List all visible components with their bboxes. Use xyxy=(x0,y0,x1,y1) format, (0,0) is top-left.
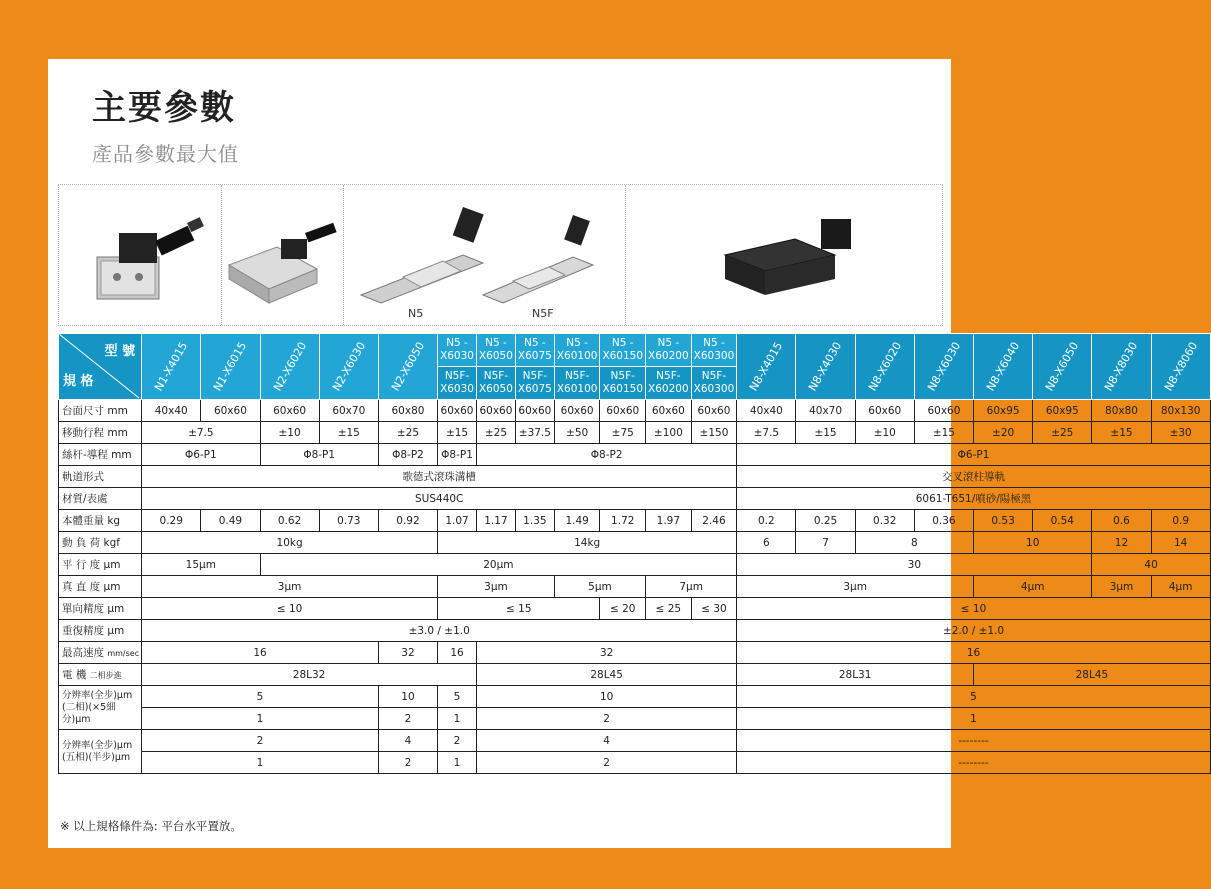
table-cell: 0.53 xyxy=(974,510,1033,532)
caption-n5f: N5F xyxy=(532,307,554,320)
table-cell: 60x60 xyxy=(855,400,914,422)
table-cell: 16 xyxy=(438,642,477,664)
table-cell: ±50 xyxy=(554,422,600,444)
table-cell: 1 xyxy=(438,708,477,730)
table-cell: 3μm xyxy=(1092,576,1151,598)
table-cell: 16 xyxy=(142,642,379,664)
table-cell: 0.54 xyxy=(1033,510,1092,532)
model-n5f-x60150: N5F- X60150 xyxy=(600,367,646,400)
label-platform: 台面尺寸 mm xyxy=(59,400,142,422)
table-cell: 0.32 xyxy=(855,510,914,532)
spec-table xyxy=(58,333,1211,774)
model-n5-x60300: N5 - X60300 xyxy=(691,334,737,367)
table-cell: 32 xyxy=(378,642,437,664)
table-cell: Φ8-P1 xyxy=(438,444,477,466)
table-cell: 1.17 xyxy=(476,510,515,532)
table-cell: 0.62 xyxy=(260,510,319,532)
table-cell: 0.92 xyxy=(378,510,437,532)
table-cell: Φ6-P1 xyxy=(142,444,260,466)
corner-spec-label: 規 格 xyxy=(63,374,94,389)
table-cell: 2 xyxy=(438,730,477,752)
table-cell: ±25 xyxy=(476,422,515,444)
row-screw xyxy=(59,444,1211,466)
table-cell: 28L32 xyxy=(142,664,477,686)
table-cell: 60x60 xyxy=(201,400,260,422)
label-straightness: 真 直 度 μm xyxy=(59,576,142,598)
table-cell: 60x60 xyxy=(646,400,692,422)
table-cell: 7μm xyxy=(646,576,737,598)
table-cell: ±15 xyxy=(1092,422,1151,444)
model-n8-x6040: N8-X6040 xyxy=(974,334,1033,400)
table-cell: 5μm xyxy=(554,576,645,598)
label-flatness: 平 行 度 μm xyxy=(59,554,142,576)
table-cell: 2.46 xyxy=(691,510,737,532)
table-cell: ±37.5 xyxy=(515,422,554,444)
table-cell: 10 xyxy=(378,686,437,708)
row-straightness xyxy=(59,576,1211,598)
table-cell: 60x60 xyxy=(914,400,973,422)
table-cell: ±15 xyxy=(438,422,477,444)
table-cell: ±10 xyxy=(855,422,914,444)
table-cell: 2 xyxy=(378,708,437,730)
table-cell: 60x60 xyxy=(515,400,554,422)
table-cell: 1.72 xyxy=(600,510,646,532)
table-cell: ±150 xyxy=(691,422,737,444)
table-cell: 14 xyxy=(1151,532,1210,554)
model-n5-x6075: N5 - X6075 xyxy=(515,334,554,367)
table-cell: 4 xyxy=(378,730,437,752)
label-load: 動 負 荷 kgf xyxy=(59,532,142,554)
row-speed xyxy=(59,642,1211,664)
model-n8-x6020: N8-X6020 xyxy=(855,334,914,400)
label-weight: 本體重量 kg xyxy=(59,510,142,532)
table-cell: 28L31 xyxy=(737,664,974,686)
model-n2-x6030: N2-X6030 xyxy=(319,334,378,400)
table-cell: 0.49 xyxy=(201,510,260,532)
table-cell: 1.97 xyxy=(646,510,692,532)
row-res2-micro xyxy=(59,708,1211,730)
label-repeatability: 重復精度 μm xyxy=(59,620,142,642)
table-cell: ≤ 10 xyxy=(737,598,1211,620)
table-cell: ±100 xyxy=(646,422,692,444)
model-n5f-x6030: N5F- X6030 xyxy=(438,367,477,400)
image-n5 xyxy=(343,185,626,325)
model-n8-x6050: N8-X6050 xyxy=(1033,334,1092,400)
table-cell: 交叉滾柱導軌 xyxy=(737,466,1211,488)
table-cell: 5 xyxy=(737,686,1211,708)
table-cell: 2 xyxy=(476,708,736,730)
table-cell: 40x40 xyxy=(737,400,796,422)
row-guide xyxy=(59,466,1211,488)
table-cell: 40 xyxy=(1092,554,1210,576)
table-cell: ±3.0 / ±1.0 xyxy=(142,620,737,642)
table-cell: 0.9 xyxy=(1151,510,1210,532)
model-n5f-x6050: N5F- X6050 xyxy=(476,367,515,400)
label-travel: 移動行程 mm xyxy=(59,422,142,444)
table-cell: 2 xyxy=(476,752,736,774)
table-cell: ±7.5 xyxy=(142,422,260,444)
page-subtitle: 產品參數最大值 xyxy=(92,142,239,166)
model-n8-x8030: N8-X8030 xyxy=(1092,334,1151,400)
table-cell: 5 xyxy=(438,686,477,708)
table-cell: Φ8-P2 xyxy=(476,444,736,466)
row-unidirectional xyxy=(59,598,1211,620)
row-travel xyxy=(59,422,1211,444)
table-cell: 1 xyxy=(142,708,379,730)
corner-type-label: 型 號 xyxy=(104,344,136,359)
n5-stage-image xyxy=(343,185,625,325)
table-cell: ±30 xyxy=(1151,422,1210,444)
model-n1-x4015: N1-X4015 xyxy=(142,334,201,400)
table-cell: ≤ 25 xyxy=(646,598,692,620)
table-cell: 1 xyxy=(737,708,1211,730)
product-image-row xyxy=(58,184,943,326)
model-n5-x60150: N5 - X60150 xyxy=(600,334,646,367)
table-cell: SUS440C xyxy=(142,488,737,510)
table-cell: 4μm xyxy=(1151,576,1210,598)
table-cell: 80x130 xyxy=(1151,400,1210,422)
table-cell: 60x80 xyxy=(378,400,437,422)
table-cell: 7 xyxy=(796,532,855,554)
table-cell: 80x80 xyxy=(1092,400,1151,422)
model-n8-x4015: N8-X4015 xyxy=(737,334,796,400)
row-platform xyxy=(59,400,1211,422)
header-corner xyxy=(59,334,142,400)
table-cell: 10kg xyxy=(142,532,438,554)
table-cell: 2 xyxy=(378,752,437,774)
table-cell: 3μm xyxy=(438,576,555,598)
table-cell: ±15 xyxy=(796,422,855,444)
model-n5f-x60200: N5F- X60200 xyxy=(646,367,692,400)
caption-n5: N5 xyxy=(408,307,424,320)
model-n5-x6050: N5 - X6050 xyxy=(476,334,515,367)
table-cell: 1 xyxy=(438,752,477,774)
table-cell: 0.6 xyxy=(1092,510,1151,532)
table-cell: 28L45 xyxy=(974,664,1211,686)
table-cell: 40x40 xyxy=(142,400,201,422)
model-n5-x6030: N5 - X6030 xyxy=(438,334,477,367)
row-repeatability xyxy=(59,620,1211,642)
model-n8-x6030: N8-X6030 xyxy=(914,334,973,400)
table-cell: 3μm xyxy=(142,576,438,598)
label-screw: 絲杆-導程 mm xyxy=(59,444,142,466)
label-guide: 軌道形式 xyxy=(59,466,142,488)
table-cell: 2 xyxy=(142,730,379,752)
model-n5f-x6075: N5F- X6075 xyxy=(515,367,554,400)
label-res5: 分辨率(全步)μm (五相)(半步)μm xyxy=(59,730,142,774)
page-title: 主要參數 xyxy=(92,88,236,128)
table-cell: 8 xyxy=(855,532,973,554)
image-n8 xyxy=(625,185,942,325)
model-n8-x4030: N8-X4030 xyxy=(796,334,855,400)
table-cell: 60x60 xyxy=(600,400,646,422)
label-material: 材質/表處 xyxy=(59,488,142,510)
table-cell: 32 xyxy=(476,642,736,664)
table-cell: 4 xyxy=(476,730,736,752)
table-cell: Φ6-P1 xyxy=(737,444,1211,466)
table-cell: 1.49 xyxy=(554,510,600,532)
row-weight xyxy=(59,510,1211,532)
table-cell: 10 xyxy=(476,686,736,708)
table-cell: ±75 xyxy=(600,422,646,444)
n1-stage-image xyxy=(59,185,221,325)
label-unidirectional: 單向精度 μm xyxy=(59,598,142,620)
model-n5-x60200: N5 - X60200 xyxy=(646,334,692,367)
table-cell: 16 xyxy=(737,642,1211,664)
table-cell: 10 xyxy=(974,532,1092,554)
label-res2: 分辨率(全步)μm (二相)(×5細分)μm xyxy=(59,686,142,730)
table-cell: 15μm xyxy=(142,554,260,576)
table-cell: 歌德式滾珠溝槽 xyxy=(142,466,737,488)
model-n5-x60100: N5 - X60100 xyxy=(554,334,600,367)
table-cell: 6 xyxy=(737,532,796,554)
label-speed: 最高速度 mm/sec xyxy=(59,642,142,664)
row-res2-full xyxy=(59,686,1211,708)
table-cell: 60x95 xyxy=(974,400,1033,422)
table-cell: 1 xyxy=(142,752,379,774)
table-cell: 0.29 xyxy=(142,510,201,532)
image-n2 xyxy=(221,185,344,325)
table-cell: ±25 xyxy=(378,422,437,444)
n2-stage-image xyxy=(221,185,343,325)
table-cell: ±7.5 xyxy=(737,422,796,444)
table-cell: 20μm xyxy=(260,554,737,576)
model-n5f-x60300: N5F- X60300 xyxy=(691,367,737,400)
table-cell: 6061-T651/噴砂/陽極黑 xyxy=(737,488,1211,510)
table-cell: ≤ 20 xyxy=(600,598,646,620)
table-cell: 1.35 xyxy=(515,510,554,532)
label-motor: 電 機 二相步進 xyxy=(59,664,142,686)
table-cell: ±20 xyxy=(974,422,1033,444)
table-cell: 3μm xyxy=(737,576,974,598)
n8-stage-image xyxy=(625,185,942,325)
table-cell: 1.07 xyxy=(438,510,477,532)
table-cell: Φ8-P1 xyxy=(260,444,378,466)
footnote: ※ 以上規格條件為: 平台水平置放。 xyxy=(60,819,242,833)
table-cell: 28L45 xyxy=(476,664,736,686)
table-cell: ≤ 30 xyxy=(691,598,737,620)
table-cell: -------- xyxy=(737,752,1211,774)
table-cell: ±15 xyxy=(319,422,378,444)
table-cell: 60x60 xyxy=(260,400,319,422)
table-cell: 0.73 xyxy=(319,510,378,532)
table-cell: 4μm xyxy=(974,576,1092,598)
table-cell: 40x70 xyxy=(796,400,855,422)
table-cell: 5 xyxy=(142,686,379,708)
row-material xyxy=(59,488,1211,510)
row-res5-full xyxy=(59,730,1211,752)
table-cell: ±25 xyxy=(1033,422,1092,444)
model-n5f-x60100: N5F- X60100 xyxy=(554,367,600,400)
table-cell: 60x60 xyxy=(438,400,477,422)
table-cell: 0.36 xyxy=(914,510,973,532)
table-cell: ±15 xyxy=(914,422,973,444)
row-res5-half xyxy=(59,752,1211,774)
table-cell: ±10 xyxy=(260,422,319,444)
table-cell: 60x70 xyxy=(319,400,378,422)
table-cell: 30 xyxy=(737,554,1092,576)
model-n2-x6020: N2-X6020 xyxy=(260,334,319,400)
table-cell: ±2.0 / ±1.0 xyxy=(737,620,1211,642)
row-flatness xyxy=(59,554,1211,576)
table-cell: 60x60 xyxy=(691,400,737,422)
model-n1-x6015: N1-X6015 xyxy=(201,334,260,400)
table-cell: 14kg xyxy=(438,532,737,554)
table-cell: ≤ 10 xyxy=(142,598,438,620)
table-cell: -------- xyxy=(737,730,1211,752)
row-motor xyxy=(59,664,1211,686)
table-cell: Φ8-P2 xyxy=(378,444,437,466)
table-cell: 12 xyxy=(1092,532,1151,554)
image-n1 xyxy=(59,185,222,325)
table-cell: ≤ 15 xyxy=(438,598,600,620)
table-cell: 0.25 xyxy=(796,510,855,532)
table-cell: 60x95 xyxy=(1033,400,1092,422)
model-n8-x8060: N8-X8060 xyxy=(1151,334,1210,400)
table-cell: 60x60 xyxy=(476,400,515,422)
table-cell: 0.2 xyxy=(737,510,796,532)
row-load xyxy=(59,532,1211,554)
table-cell: 60x60 xyxy=(554,400,600,422)
model-n2-x6050: N2-X6050 xyxy=(378,334,437,400)
